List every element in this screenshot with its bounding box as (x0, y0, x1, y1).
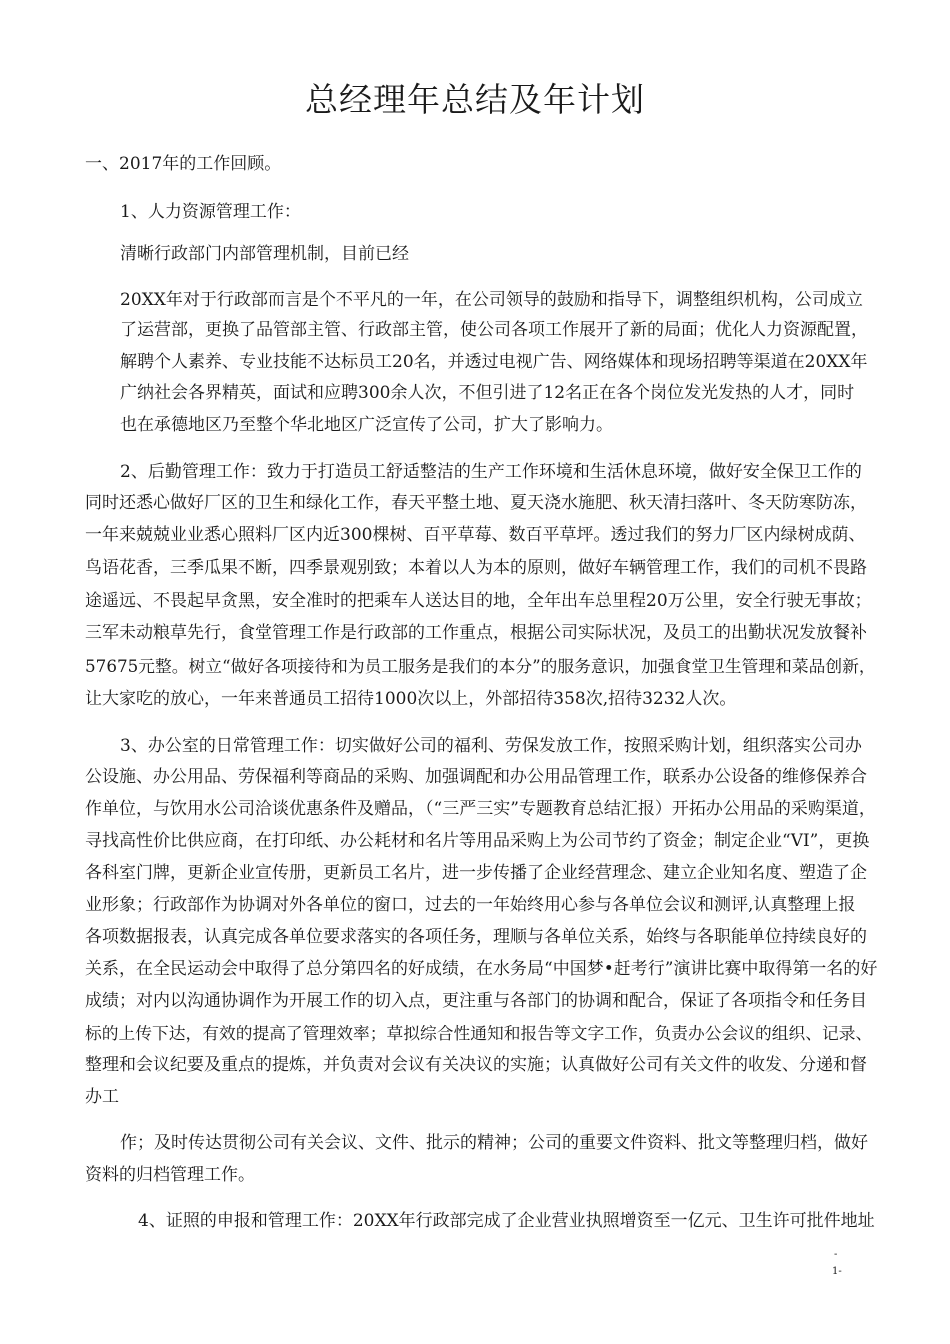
paragraph-line: 整理和会议纪要及重点的提炼，并负责对会议有关决议的实施；认真做好公司有关文件的收发、分递和督 (85, 1055, 867, 1075)
paragraph-line: 办工 (85, 1087, 119, 1107)
item-subline: 清晰行政部门内部管理机制，目前已经 (120, 244, 409, 264)
paragraph-line: 各科室门牌，更新企业宣传册，更新员工名片，进一步传播了企业经营理念、建立企业知名度、塑造了企 (85, 863, 867, 883)
paragraph-line: 业形象；行政部作为协调对外各单位的窗口，过去的一年始终用心参与各单位会议和测评,认真整理上报 (85, 895, 856, 915)
paragraph-line: 成绩；对内以沟通协调作为开展工作的切入点，更注重与各部门的协调和配合，保证了各项指令和任务目 (85, 991, 867, 1011)
paragraph-line: 作单位，与饮用水公司洽谈优惠条件及赠品，（“三严三实”专题教育总结汇报）开拓办公用品的采购渠道， (85, 799, 876, 819)
paragraph-line: 2、后勤管理工作：致力于打造员工舒适整洁的生产工作环境和生活休息环境，做好安全保卫工作的 (120, 462, 862, 482)
paragraph-line: 了运营部，更换了品管部主管、行政部主管，使公司各项工作展开了新的局面；优化人力资源配置， (120, 320, 868, 340)
paragraph-line: 寻找高性价比供应商，在打印纸、办公耗材和名片等用品采购上为公司节约了资金；制定企业“VI”，更换 (85, 831, 870, 851)
paragraph-line: 标的上传下达，有效的提高了管理效率；草拟综合性通知和报告等文字工作，负责办公会议的组织、记录、 (85, 1023, 873, 1043)
page-number-dash: - (834, 1249, 838, 1260)
paragraph-line: 一年来兢兢业业悉心照料厂区内近300棵树、百平草莓、数百平草坪。透过我们的努力厂区内绿树成荫、 (85, 525, 866, 545)
paragraph-line: 3、办公室的日常管理工作：切实做好公司的福利、劳保发放工作，按照采购计划，组织落实公司办 (120, 736, 862, 756)
paragraph-line: 广纳社会各界精英，面试和应聘300余人次，不但引进了12名正在各个岗位发光发热的人才，同时 (120, 383, 855, 403)
paragraph-line: 公设施、办公用品、劳保福利等商品的采购、加强调配和办公用品管理工作，联系办公设备的维修保养合 (85, 767, 867, 787)
item-heading: 1、人力资源管理工作： (120, 202, 301, 222)
paragraph-line: 20XX年对于行政部而言是个不平凡的一年，在公司领导的鼓励和指导下，调整组织机构，公司成立 (120, 290, 863, 310)
document-title: 总经理年总结及年计划 (305, 80, 645, 119)
paragraph-line: 解聘个人素养、专业技能不达标员工20名，并透过电视广告、网络媒体和现场招聘等渠道在20XX年 (120, 352, 868, 372)
section-heading: 一、2017年的工作回顾。 (85, 154, 282, 174)
page-number: 1- (832, 1266, 842, 1277)
paragraph-line: 作；及时传达贯彻公司有关会议、文件、批示的精神；公司的重要文件资料、批文等整理归档，做好 (120, 1133, 868, 1153)
paragraph-line: 关系，在全民运动会中取得了总分第四名的好成绩，在水务局“中国梦•赶考行”演讲比赛中取得第一名的好 (85, 959, 878, 979)
paragraph-line: 资料的归档管理工作。 (85, 1165, 255, 1185)
paragraph-line: 让大家吃的放心，一年来普通员工招待1000次以上，外部招待358次,招待3232人次。 (85, 689, 737, 709)
paragraph-line: 途遥远、不畏起早贪黑，安全准时的把乘车人送达目的地，全年出车总里程20万公里，安全行驶无事故； (85, 591, 872, 611)
paragraph-line: 4、证照的申报和管理工作：20XX年行政部完成了企业营业执照增资至一亿元、卫生许可批件地址 (138, 1211, 875, 1231)
paragraph-line: 鸟语花香，三季瓜果不断，四季景观别致；本着以人为本的原则，做好车辆管理工作，我们的司机不畏路 (85, 558, 867, 578)
paragraph-line: 57675元整。树立“做好各项接待和为员工服务是我们的本分”的服务意识，加强食堂卫生管理和菜品创新， (85, 656, 876, 676)
paragraph-line: 也在承德地区乃至整个华北地区广泛宣传了公司，扩大了影响力。 (120, 415, 613, 435)
paragraph-line: 各项数据报表，认真完成各单位要求落实的各项任务，理顺与各单位关系，始终与各职能单位持续良好的 (85, 927, 867, 947)
paragraph-line: 同时还悉心做好厂区的卫生和绿化工作，春天平整土地、夏天浇水施肥、秋天清扫落叶、冬天防寒防冻， (85, 493, 867, 513)
paragraph-line: 三军未动粮草先行，食堂管理工作是行政部的工作重点，根据公司实际状况，及员工的出勤状况发放餐补 (85, 623, 867, 643)
